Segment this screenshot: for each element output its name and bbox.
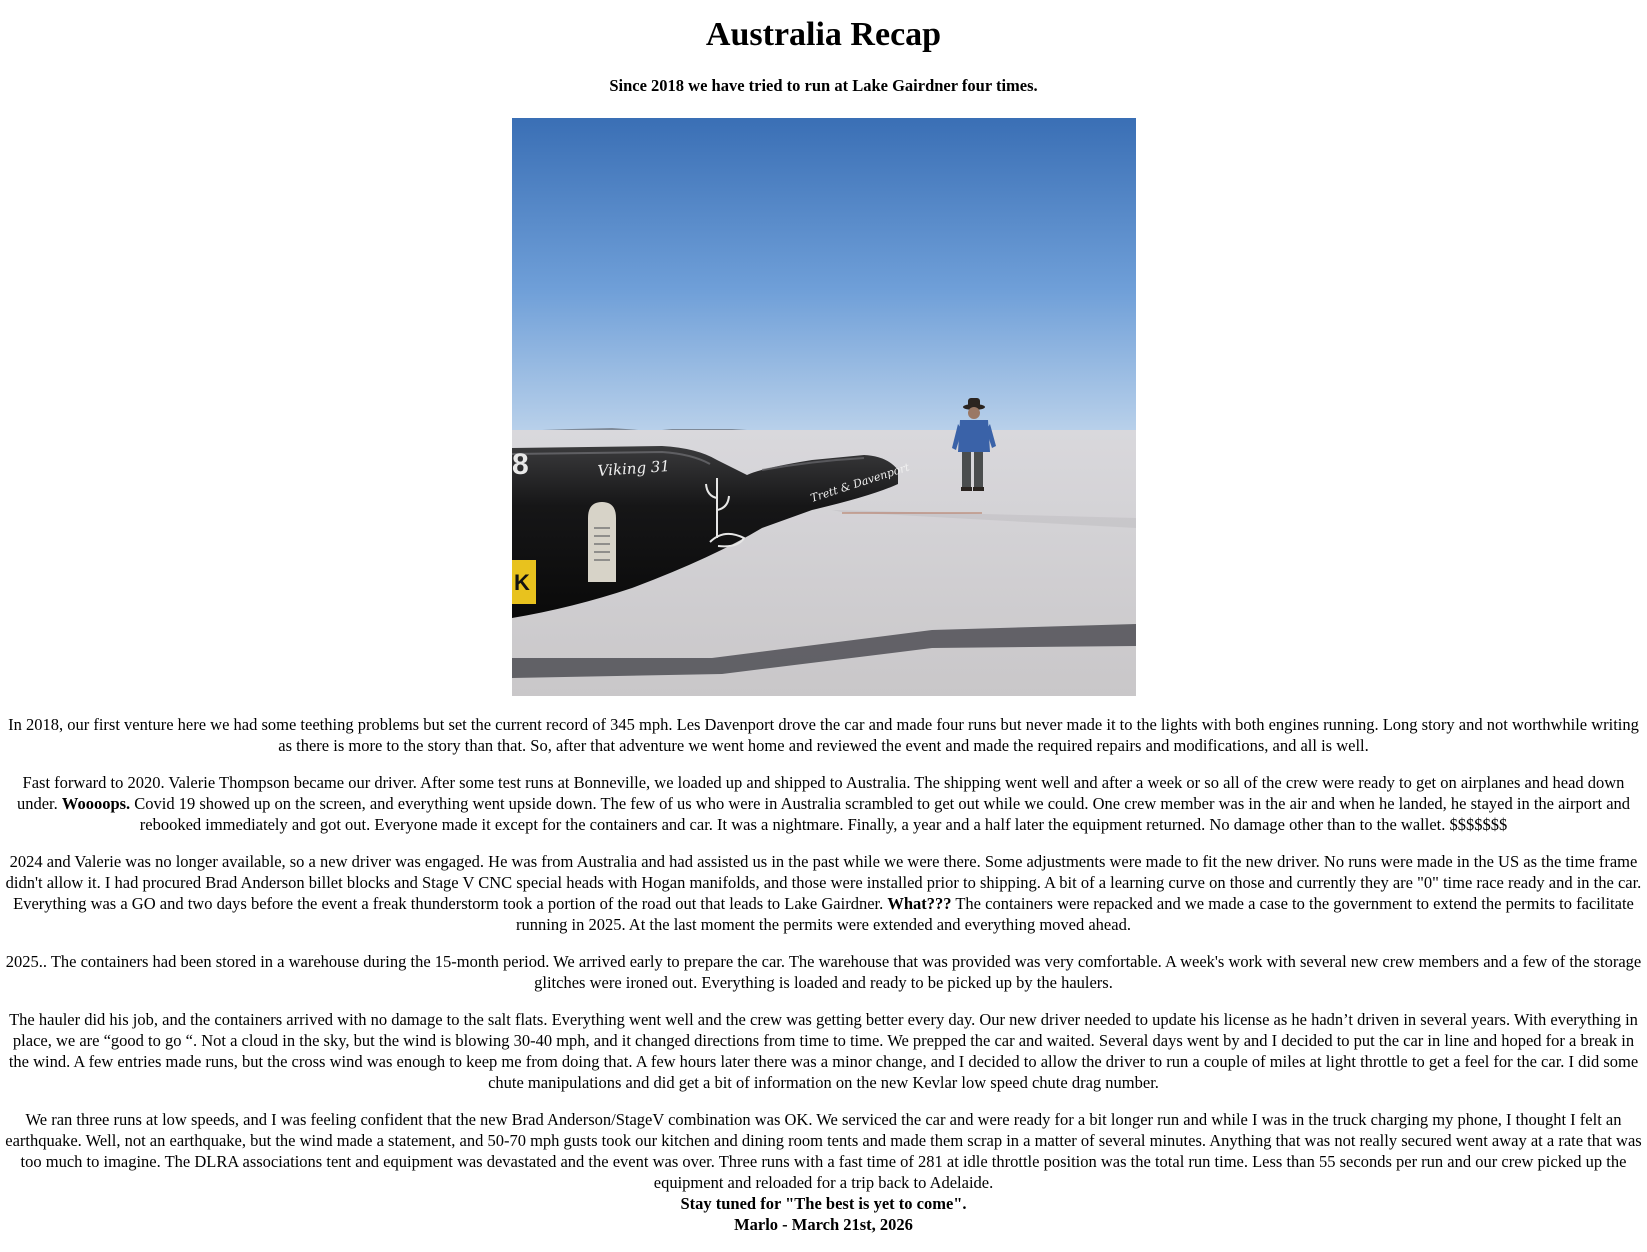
page-title: Australia Recap xyxy=(705,16,942,53)
paragraph-2024 xyxy=(0,851,1647,935)
paragraph-2020-text-2: Covid 19 showed up on the screen, and everything went upside down. The few of us who were in Australia scrambled to get out while we could. One crew member was in the air and when he landed, he stayed in the airport and rebooked immediately and got out. Everyone made it except for the containers and car. It was a nightmare. Finally, a year and a half later the equipment returned. No damage other than to the wallet. $$$$$$$ xyxy=(130,794,1631,834)
car-names-text: Trett & Davenport xyxy=(808,460,911,505)
paragraph-2018-text: In 2018, our first venture here we had some teething problems but set the current record of 345 mph. Les Davenport drove the car and made four runs but never made it to the lights with both engines running. Long story and not worthwhile writing as there is more to the story than that. So, after that adventure we went home and reviewed the event and made the required repairs and modifications, and all is well. xyxy=(8,715,1639,755)
paragraph-2024-text-1: 2024 and Valerie was no longer available, so a new driver was engaged. He was from Australia and had assisted us in the past while we were there. Some adjustments were made to fit the new driver. No runs were made in the US as the time frame didn't allow it. I had procured Brad Anderson billet blocks and Stage V CNC special heads with Hogan manifolds, and those were installed prior to shipping. A bit of a learning curve on those and currently they are "0" time race ready and in the car. Everything was a GO and two days before the event a freak thunderstorm took a portion of the road out that leads to Lake Gairdner. xyxy=(5,852,1642,913)
what-emphasis: What??? xyxy=(887,894,952,913)
paragraph-hauler xyxy=(0,1009,1647,1093)
tombstone-decal xyxy=(588,502,616,582)
sponsor-badge-text: K xyxy=(513,570,530,595)
paragraph-2025 xyxy=(0,951,1647,993)
car-number-text: 8 xyxy=(511,448,529,481)
sky xyxy=(512,118,1136,430)
page-subtitle: Since 2018 we have tried to run at Lake Gairdner four times. xyxy=(609,76,1038,95)
photo-illustration xyxy=(512,118,1136,696)
paragraph-hauler-text: The hauler did his job, and the containers arrived with no damage to the salt flats. Everything went well and the crew was getting better every day. Our new driver needed to update his license as he hadn’t driven in several years. With everything in place, we are “good to go “. Not a cloud in the sky, but the wind is blowing 30-40 mph, and it changed directions from time to time. We prepped the car and waited. Several days went by and I decided to put the car in line and hoped for a break in the wind. A few entries made runs, but the cross wind was enough to keep me from doing that. A few hours later there was a minor change, and I decided to allow the driver to run a couple of miles at light throttle to get a feel for the car. I did some chute manipulations and did get a bit of information on the new Kevlar low speed chute drag number. xyxy=(8,1010,1639,1092)
paragraph-runs xyxy=(0,1109,1647,1193)
woooops-emphasis: Woooops. xyxy=(61,794,131,813)
stay-tuned-line: Stay tuned for "The best is yet to come". xyxy=(680,1194,967,1213)
signature-line: Marlo - March 21st, 2026 xyxy=(734,1215,913,1234)
paragraph-2024-text-2: The containers were repacked and we made a case to the government to extend the permits to facilitate running in 2025. At the last moment the permits were extended and everything moved ahead. xyxy=(516,894,1634,934)
paragraph-runs-text: We ran three runs at low speeds, and I was feeling confident that the new Brad Anderson/StageV combination was OK. We serviced the car and were ready for a bit longer run and while I was in the truck charging my phone, I thought I felt an earthquake. Well, not an earthquake, but the wind made a statement, and 50-70 mph gusts took our kitchen and dining room tents and made them scrap in a matter of several minutes. Anything that was not really secured went away at a rate that was too much to imagine. The DLRA associations tent and equipment was devastated and the event was over. Three runs with a fast time of 281 at idle throttle position was the total run time. Less than 55 seconds per run and our crew picked up the equipment and reloaded for a trip back to Adelaide. xyxy=(5,1110,1642,1192)
paragraph-2020 xyxy=(0,772,1647,835)
car-viking-text: Viking 31 xyxy=(596,456,670,480)
paragraph-2025-text: 2025.. The containers had been stored in a warehouse during the 15-month period. We arrived early to prepare the car. The warehouse that was provided was very comfortable. A week's work with several new crew members and a few of the storage glitches were ironed out. Everything is loaded and ready to be picked up by the haulers. xyxy=(5,952,1642,992)
paragraph-2018 xyxy=(0,714,1647,756)
paragraph-2020-text-1: Fast forward to 2020. Valerie Thompson became our driver. After some test runs at Bonneville, we loaded up and shipped to Australia. The shipping went well and after a week or so all of the crew were ready to get on airplanes and head down under. xyxy=(16,773,1625,813)
salt-flat-photo xyxy=(512,118,1136,696)
